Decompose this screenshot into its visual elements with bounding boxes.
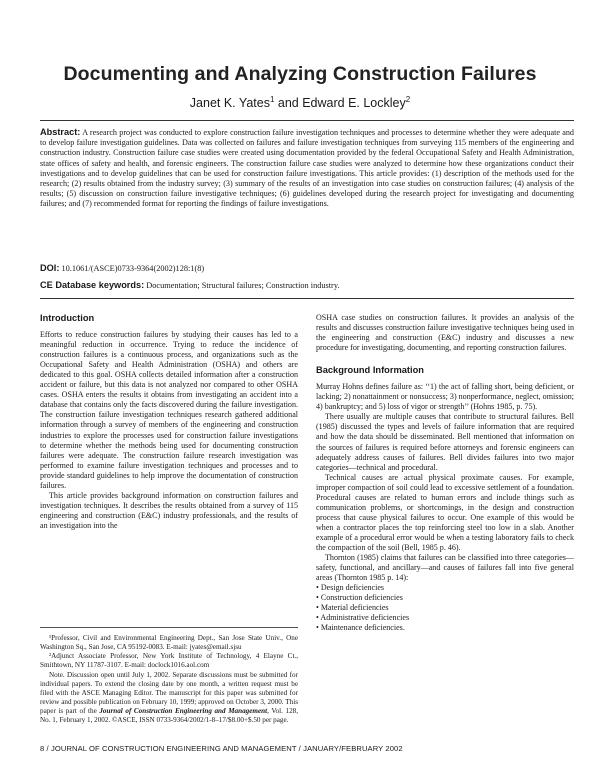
background-paragraph-1: Murray Hohns defines failure as: ‘‘1) the act of falling short, being deficient, or lacking; 2) nonattainment or nonsuccess; 3) nonperformance, neglect, omission; 4) bankruptcy; and 5) loss of vigor or strength’’ (Hohns 1985, p. 75). <box>316 382 574 412</box>
abstract <box>40 127 574 210</box>
author-1: Janet K. Yates <box>189 96 270 111</box>
intro-paragraph-1: Efforts to reduce construction failures by studying their causes has led to a meaningful reduction in occurrence. Trying to reduce the incidence of construction failures is a continuous process, and organizations such as the Occupational Safety and Health Administration (OSHA) and others are dedicated to this goal. OSHA collects detailed information after a construction accident or failure, but this data is not analyzed nor compared to other OSHA cases. OSHA enters the results it obtains from investigating an accident into a database that contains only the facts discovered during the failure investigation. The construction failure investigation techniques research gathered additional information through a survey of members of the engineering and construction industries to explore the processes used for construction failure investigations to determine whether the methods being used for documenting construction failures were adequate. The construction failure research investigation was performed to examine failure investigation techniques and processes and to provide standard guidelines to help improve the documentation of construction failures. <box>40 330 298 490</box>
background-paragraph-3: Technical causes are actual physical proximate causes. For example, improper compaction of soil could lead to excessive settlement of a foundation. Procedural causes are related to human errors and include things such as communication problems, or shortcomings, in the design and construction process that cause physical failures to occur. One example of this would be when a contractor places the top reinforcing steel too low in a slab. Another example of a procedural error would be when a testing laboratory fails to check the compaction of the soil (Bell, 1985 p. 46). <box>316 472 574 552</box>
section-heading-background: Background Information <box>316 365 424 376</box>
footnote-rule <box>40 627 298 628</box>
doi-label: DOI: <box>40 263 60 273</box>
author-line <box>0 95 600 110</box>
list-item: • Administrative deficiencies <box>316 613 410 623</box>
journal-name: Journal of Construction Engineering and Management <box>99 707 268 716</box>
footnote-2: ²Adjunct Associate Professor, New York Institute of Technology, 4 Elayne Ct., Smithtown, NY 11787-3107. E-mail: doclock1016.aol.com <box>40 652 298 670</box>
footnotes <box>40 634 298 726</box>
author-2-footnote-mark: 2 <box>405 95 411 104</box>
left-column <box>40 313 298 531</box>
list-item: • Design deficiencies <box>316 583 385 593</box>
list-item: • Construction deficiencies <box>316 593 403 603</box>
doi-line <box>40 263 574 273</box>
abstract-text: A research project was conducted to explore construction failure investigation techniques and processes to determine whether they were adequate and to develop failure investigation guidelines. Data was collected on failures and failure investigation techniques from surveying 115 members of the engineering and construction industry. Construction failure case studies were created using documentation provided by the federal Occupational Safety and Health Administration, state offices of safety and health, and forensic engineers. The construction failure case studies were analyzed to determine how these organizations conduct their investigations and to develop guidelines that can be used for construction failure investigations. This article provides: (1) description of the methods used for the research; (2) results obtained from the industry survey; (3) summary of the results of an investigation into case studies on construction failures; (4) analysis of the results; (5) discussion on construction failure investigative techniques; (6) guidelines developed during the research project for investigating and documenting failures; and (7) recommended format for reporting the findings of failure investigations. <box>40 128 574 209</box>
deficiency-list <box>316 583 574 633</box>
keywords-value: Documentation; Structural failures; Construction industry. <box>146 281 340 290</box>
abstract-label: Abstract: <box>40 127 81 137</box>
footnote-note <box>40 671 298 726</box>
list-item: • Maintenance deficiencies. <box>316 623 405 633</box>
paper-title: Documenting and Analyzing Construction Failures <box>63 63 537 85</box>
background-paragraph-4: Thornton (1985) claims that failures can be classified into three categories—safety, functional, and ancillary—and causes of failures fall into five general areas (Thornton 1985 p. 14): <box>316 553 574 583</box>
abstract-top-rule <box>40 120 574 121</box>
note-text-end: , Vol. 128, No. 1, February 1, 2002. ©ASCE, ISSN 0733-9364/2002/1-8–17/$8.00+$.50 per page. <box>40 707 298 725</box>
intro-paragraph-2: This article provides background information on construction failures and investigation techniques. It describes the results obtained from a survey of 115 engineering and construction (E&C) industry professionals, and the results of an investigation into the <box>40 490 298 530</box>
doi-value: 10.1061/(ASCE)0733-9364(2002)128:1(8) <box>61 264 205 273</box>
background-paragraph-2: There usually are multiple causes that contribute to structural failures. Bell (1985) discussed the types and levels of failure information that are required and how the data should be disseminated. Bell mentioned that information on the sources of failures is required before attorneys and forensic engineers can adequately address causes of failures. Bell divides failures into two major categories—technical and procedural. <box>316 412 574 472</box>
author-2: Edward E. Lockley <box>302 96 406 111</box>
author-1-footnote-mark: 1 <box>269 95 275 104</box>
footnote-1: ¹Professor, Civil and Environmental Engineering Dept., San Jose State Univ., One Washington Sq., San Jose, CA 95192-0083. E-mail: jyates@email.sjsu <box>40 634 298 652</box>
note-text: Note. Discussion open until July 1, 2002. Separate discussions must be submitted for individual papers. To extend the closing date by one month, a written request must be filed with the ASCE Managing Editor. The manuscript for this paper was submitted for review and possible publication on February 10, 1999; approved on October 3, 2000. This paper is part of the <box>40 670 298 716</box>
page-footer: 8 / JOURNAL OF CONSTRUCTION ENGINEERING AND MANAGEMENT / JANUARY/FEBRUARY 2002 <box>40 744 403 753</box>
right-column <box>316 313 574 633</box>
list-item: • Material deficiencies <box>316 603 389 613</box>
keywords-label: CE Database keywords: <box>40 280 145 290</box>
header-bottom-rule <box>40 298 574 299</box>
keywords-line <box>40 280 574 290</box>
author-conjunction: and <box>274 96 303 111</box>
intro-paragraph-continued: OSHA case studies on construction failures. It provides an analysis of the results and discusses construction failure investigative techniques being used in the engineering and construction (E&C) industry and discusses a new procedure for investigating, documenting, and reporting construction failures. <box>316 313 574 353</box>
section-heading-introduction: Introduction <box>40 313 95 323</box>
